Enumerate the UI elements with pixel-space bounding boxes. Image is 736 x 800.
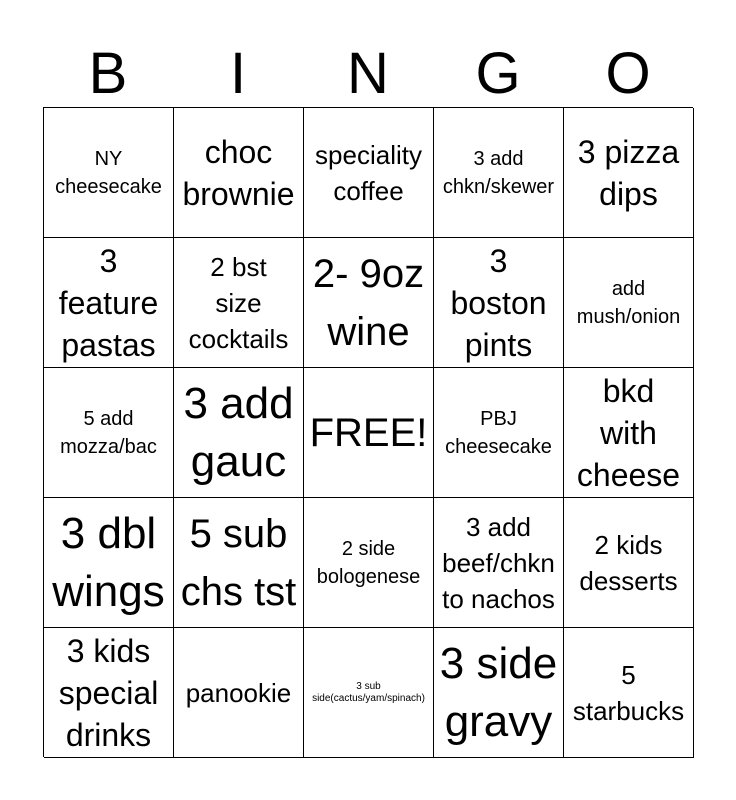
bingo-cell[interactable]: [44, 628, 174, 758]
bingo-cell[interactable]: [304, 628, 434, 758]
cell-text: 5 add mozza/bac: [60, 407, 157, 458]
bingo-cell[interactable]: [434, 238, 564, 368]
cell-text: PBJ cheesecake: [445, 407, 552, 458]
bingo-cell[interactable]: [174, 368, 304, 498]
cell-text: FREE!: [309, 410, 428, 455]
bingo-cell[interactable]: [564, 628, 694, 758]
cell-text: 2 bst size cocktails: [188, 251, 289, 354]
bingo-header: [43, 40, 693, 108]
bingo-cell[interactable]: [434, 498, 564, 628]
cell-text: 2- 9oz wine: [312, 251, 425, 354]
cell-text: panookie: [185, 677, 292, 708]
header-letter-b: B: [88, 41, 128, 106]
bingo-cell[interactable]: [434, 108, 564, 238]
cell-text: 3 side gravy: [439, 638, 558, 746]
bingo-cell[interactable]: [174, 108, 304, 238]
bingo-cell[interactable]: [304, 498, 434, 628]
header-letter-i: I: [229, 41, 247, 106]
cell-text: speciality coffee: [315, 139, 422, 206]
bingo-cell[interactable]: [44, 368, 174, 498]
bingo-cell[interactable]: [304, 238, 434, 368]
bingo-cell[interactable]: [564, 238, 694, 368]
cell-text: 3 add beef/chkn to nachos: [442, 511, 555, 614]
bingo-cell[interactable]: [174, 628, 304, 758]
bingo-cell[interactable]: [44, 108, 174, 238]
cell-text: 3 sub side(cactus/yam/spinach): [312, 680, 425, 704]
bingo-cell[interactable]: [304, 108, 434, 238]
cell-text: 3 add gauc: [183, 378, 294, 486]
cell-text: 3 boston pints: [450, 242, 547, 363]
bingo-cell[interactable]: [434, 628, 564, 758]
header-letter-g: G: [475, 41, 521, 106]
cell-text: 5 starbucks: [572, 659, 685, 726]
cell-text: 3 feature pastas: [58, 242, 159, 363]
bingo-cell[interactable]: [44, 498, 174, 628]
cell-text: 3 kids special drinks: [58, 632, 159, 753]
cell-text: 3 add chkn/skewer: [442, 147, 555, 198]
bingo-cell[interactable]: [564, 498, 694, 628]
bingo-grid: [43, 107, 693, 757]
cell-text: choc brownie: [182, 133, 295, 212]
cell-text: 3 pizza dips: [577, 133, 680, 212]
header-letter-n: N: [347, 41, 389, 106]
cell-text: 5 sub chs tst: [180, 511, 297, 614]
bingo-cell[interactable]: [434, 368, 564, 498]
cell-text: NY cheesecake: [55, 147, 162, 198]
cell-text: 2 side bologenese: [316, 537, 421, 588]
free-cell[interactable]: [304, 368, 434, 498]
cell-text: 2 kids desserts: [579, 529, 678, 596]
bingo-cell[interactable]: [564, 108, 694, 238]
header-letter-o: O: [605, 41, 651, 106]
bingo-cell[interactable]: [174, 238, 304, 368]
cell-text: bkd with cheese: [576, 372, 681, 493]
bingo-cell[interactable]: [174, 498, 304, 628]
bingo-cell[interactable]: [44, 238, 174, 368]
bingo-cell[interactable]: [564, 368, 694, 498]
cell-text: 3 dbl wings: [52, 508, 165, 616]
cell-text: add mush/onion: [576, 277, 681, 328]
